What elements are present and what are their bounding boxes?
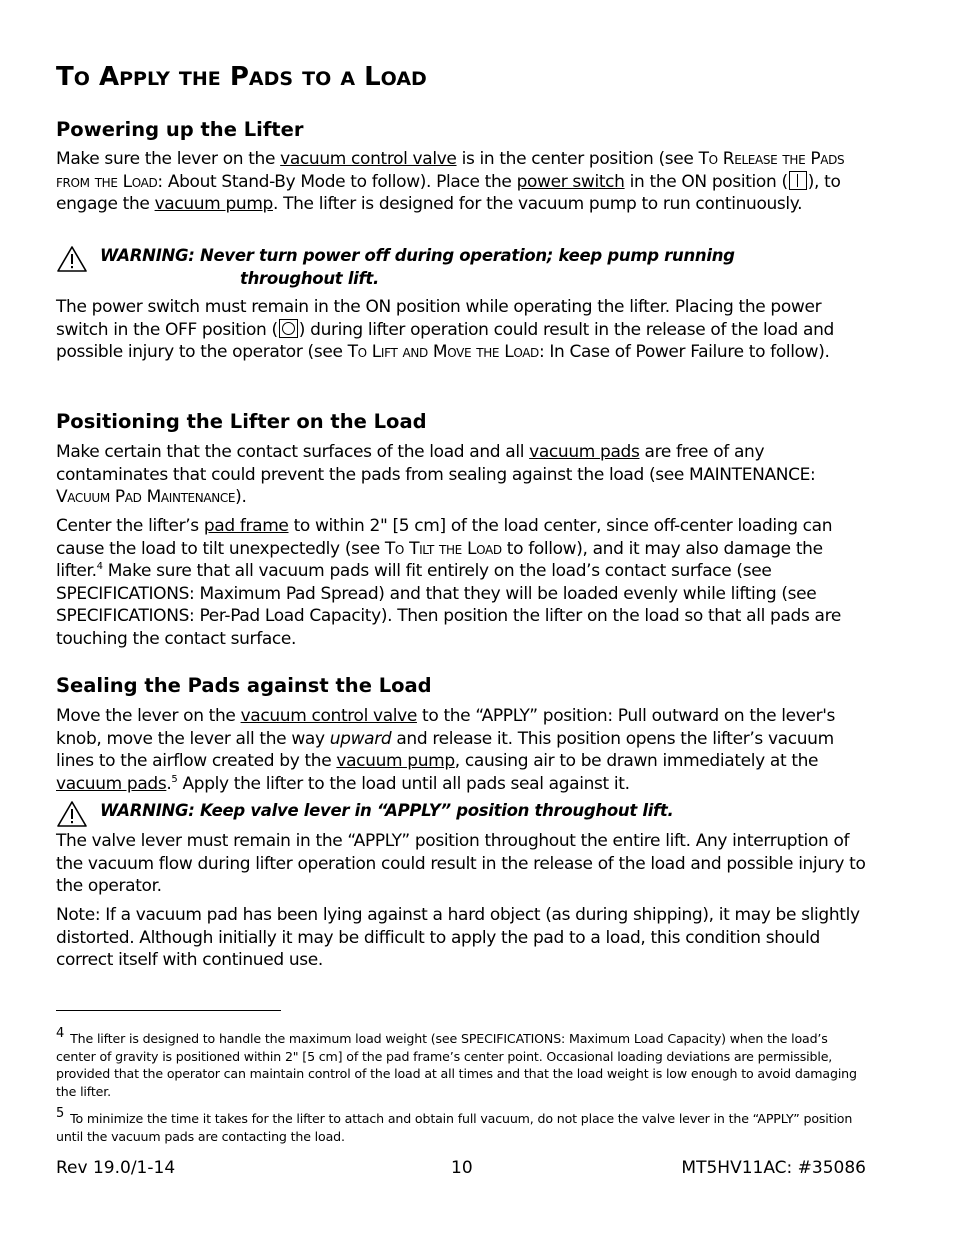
- paragraph-power-switch: The power switch must remain in the ON position while operating the lifter. Placing the power switch in the OFF position ( ) during lifter operation could result in the release of the load and possible injury to the operator (see To Lift and Move the Load: In Case of Power Failure to follow).: [56, 297, 834, 363]
- section-heading-powering-up: Powering up the Lifter: [56, 118, 304, 141]
- term-pad-frame: pad frame: [203, 516, 289, 536]
- term-vacuum-control-valve: vacuum control valve: [240, 706, 417, 726]
- term-vacuum-pump: vacuum pump: [336, 751, 455, 772]
- revision-label: Rev 19.0/1-14: [56, 1158, 176, 1178]
- term-vacuum-pump: vacuum pump: [154, 194, 273, 215]
- footnote-mark: 4: [56, 1026, 65, 1041]
- warning-triangle-icon: [56, 245, 88, 273]
- footnote-5: 5 To minimize the time it takes for the lifter to attach and obtain full vacuum, do not place the valve lever in the “APPLY” position until the vacuum pads are contacting the load.: [56, 1106, 853, 1144]
- warning-text-continued: throughout lift.: [240, 268, 379, 288]
- page-number: 10: [451, 1158, 473, 1178]
- footnote-mark: 5: [56, 1106, 65, 1121]
- paragraph-apply-position: Move the lever on the vacuum control valve to the “APPLY” position: Pull outward on the lever's knob, move the lever all the way upward and release it. This position opens the lifter’s vacuum lines to the airflow created by the vacuum pump, causing air to be drawn immediately at the vacuum pads.$^5$ Apply the lifter to the load until all pads seal against it.: [56, 706, 836, 794]
- footnote-reference: 5: [171, 773, 178, 785]
- warning-power: [56, 245, 866, 290]
- footnote-divider: [56, 1010, 281, 1011]
- section-heading-positioning: Positioning the Lifter on the Load: [56, 410, 427, 433]
- footnote-reference: 4: [96, 561, 103, 573]
- warning-text: WARNING: Keep valve lever in “APPLY” position throughout lift.: [100, 801, 674, 820]
- term-vacuum-pads: vacuum pads: [529, 442, 640, 462]
- term-power-switch: power switch: [516, 171, 625, 192]
- paragraph-valve-lever: The valve lever must remain in the “APPLY” position throughout the entire lift. Any interruption of the vacuum flow during lifter operation could result in the release of the load and possible injury to the operator.: [56, 831, 866, 897]
- cross-reference: To Tilt the Load: [384, 538, 502, 559]
- paragraph-powering-up: Make sure the lever on the vacuum control valve is in the center position (see To Release the Pads from the Load: About Stand-By Mode to follow). Place the power switch in the ON position ( ), to engage the vacuum pump. The lifter is designed for the vacuum pump to run continuously.: [56, 149, 845, 215]
- warning-text: WARNING: Never turn power off during operation; keep pump running: [100, 246, 735, 265]
- cross-reference: To Lift and Move the Load: [347, 342, 539, 363]
- power-off-symbol-icon: [279, 319, 298, 338]
- paragraph-note: Note: If a vacuum pad has been lying against a hard object (as during shipping), it may be slightly distorted. Although initially it may be difficult to apply the pad to a load, this condition should correct itself with continued use.: [56, 905, 860, 971]
- cross-reference: To Release the Pads from the Load: [56, 149, 845, 192]
- warning-triangle-icon: [56, 800, 88, 828]
- document-id: MT5HV11AC: #35086: [681, 1158, 866, 1178]
- page-title: TO APPLY THE PADS TO A LOAD: [56, 62, 427, 92]
- section-heading-sealing: Sealing the Pads against the Load: [56, 674, 432, 697]
- cross-reference: Vacuum Pad Maintenance: [56, 487, 236, 508]
- page-footer: [56, 1156, 866, 1180]
- warning-valve-lever: [56, 800, 866, 828]
- paragraph-center-lifter: Center the lifter’s pad frame to within 2" [5 cm] of the load center, since off-center loading can cause the load to tilt unexpectedly (see To Tilt the Load to follow), and it may also damage the lifter.$^4$ Make sure that all vacuum pads will fit entirely on the load’s contact surface (see SPECIFICATIONS: Maximum Pad Spread) and that they will be loaded evenly while lifting (see SPECIFICATIONS: Per-Pad Load Capacity). Then position the lifter on the load so that all pads are touching the contact surface.: [56, 516, 841, 649]
- paragraph-contact-surfaces: Make certain that the contact surfaces of the load and all vacuum pads are free of any contaminates that could prevent the pads from sealing against the load (see MAINTENANCE: Vacuum Pad Maintenance).: [56, 442, 816, 508]
- footnote-4: 4 The lifter is designed to handle the maximum load weight (see SPECIFICATIONS: Maximum Load Capacity) when the load’s center of gravity is positioned within 2" [5 cm] of the pad frame’s center point. Occasional loading deviations are permissible, provided that the operator can maintain control of the load at all times and that the load weight is low enough to avoid damaging the lifter.: [56, 1026, 857, 1099]
- term-vacuum-pads: vacuum pads: [56, 773, 167, 794]
- emphasis-upward: upward: [329, 728, 392, 749]
- power-on-symbol-icon: [789, 171, 807, 190]
- term-vacuum-control-valve: vacuum control valve: [280, 149, 457, 169]
